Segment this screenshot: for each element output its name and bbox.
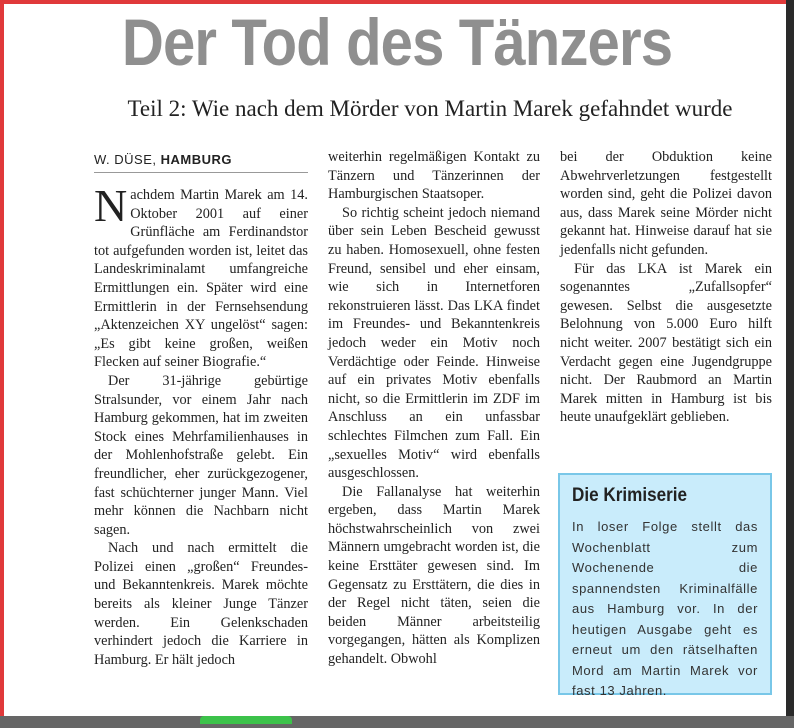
article-paragraph: Die Fallanalyse hat weiterhin ergeben, dass Martin Marek höchstwahrscheinlich von zwei Männern umgebracht worden ist, die keine Ersttäter gewesen sind. Im Gegensatz zu Ersttätern, die dies in der Regel nicht täten, seien die beiden Männer arbeitsteilig vorgegangen, hätten als Komplizen gehandelt. Obwohl xyxy=(328,483,540,668)
article-column-2 xyxy=(328,148,540,669)
bottom-gray-bar xyxy=(0,716,794,728)
article-paragraph: So richtig scheint jedoch niemand über sein Leben Bescheid gewusst zu haben. Homosexuell, ohne festen Freund, sensibel und eher einsam, wie sich in Internetforen rekonstruieren lässt. Das LKA findet im Freundes- und Bekanntenkreis jedoch weder ein Motiv noch Verdächtige oder Feinde. Hinweise auf ein privates Motiv ebenfalls nicht, so die Ermittlerin im ZDF im Anschluss an ein unfassbar schlechtes Filmchen zum Fall. Ein „sexuelles Motiv“ wird ebenfalls ausgeschlossen. xyxy=(328,204,540,482)
article-paragraph: Nachdem Martin Marek am 14. Oktober 2001 auf einer Grünfläche am Ferdinandstor tot aufgefunden worden ist, leitet das Landeskriminalamt umfangreiche Ermittlungen ein. Später wird eine Ermittlerin in der Fernsehsendung „Aktenzeichen XY ungelöst“ sagen: „Es gibt keine großen, weißen Flecken auf seiner Biografie.“ xyxy=(94,180,308,371)
info-box-text: In loser Folge stellt das Wochenblatt zum Wochenende die spannendsten Kriminalfälle aus Hamburg vor. In der heutigen Ausgabe geht es erneut um den rätselhaften Mord am Martin Marek vor fast 13 Jahren. xyxy=(572,519,758,698)
article-paragraph: bei der Obduktion keine Abwehrverletzungen festgestellt worden sind, geht die Polizei davon aus, dass Marek seine Mörder nicht gekannt hat. Hinweise darauf hat sie jedenfalls nicht gefunden. xyxy=(560,149,772,258)
info-box-title: Die Krimiserie xyxy=(572,485,688,506)
article-column-3 xyxy=(560,148,772,427)
info-box xyxy=(558,473,772,698)
bottom-green-tab xyxy=(200,716,292,724)
article-paragraph: weiterhin regelmäßigen Kontakt zu Tänzern und Tänzerinnen der Hamburgischen Staatsoper. xyxy=(328,149,540,203)
article-column-1 xyxy=(94,180,308,669)
byline-place: HAMBURG xyxy=(160,152,233,167)
subheadline: Teil 2: Wie nach dem Mörder von Martin Marek gefahndet wurde xyxy=(127,96,733,121)
byline-author: W. DÜSE, xyxy=(94,152,157,167)
byline xyxy=(94,152,308,167)
article-paragraph: Der 31-jährige gebürtige Stralsunder, vor einem Jahr nach Hamburg gekommen, hat im zweiten Stock eines Mehrfamilienhauses in der Mohlenhofstraße gelebt. Ein freundlicher, eher zurückgezogener, fast schüchterner junger Mann. Viel mehr können die Nachbarn nicht sagen. xyxy=(94,372,308,538)
headline: Der Tod des Tänzers xyxy=(121,5,673,79)
drop-cap: N xyxy=(94,180,128,231)
byline-divider xyxy=(94,172,308,173)
article-paragraph: Für das LKA ist Marek ein sogenanntes „Zufallsopfer“ gewesen. Selbst die ausgesetzte Belohnung von 5.000 Euro hilft nicht weiter. 2007 bestätigt sich ein Verdacht gegen eine Jugendgruppe nicht. Der Raubmord an Martin Marek mitten in Hamburg ist bis heute unaufgeklärt geblieben. xyxy=(560,260,772,426)
article-paragraph: Nach und nach ermittelt die Polizei einen „großen“ Freundes- und Bekanntenkreis. Marek möchte bereits als kleiner Junge Tänzer werden. Ein Gelenkschaden verhindert jedoch die Karriere in Hamburg. Er hält jedoch xyxy=(94,540,308,668)
